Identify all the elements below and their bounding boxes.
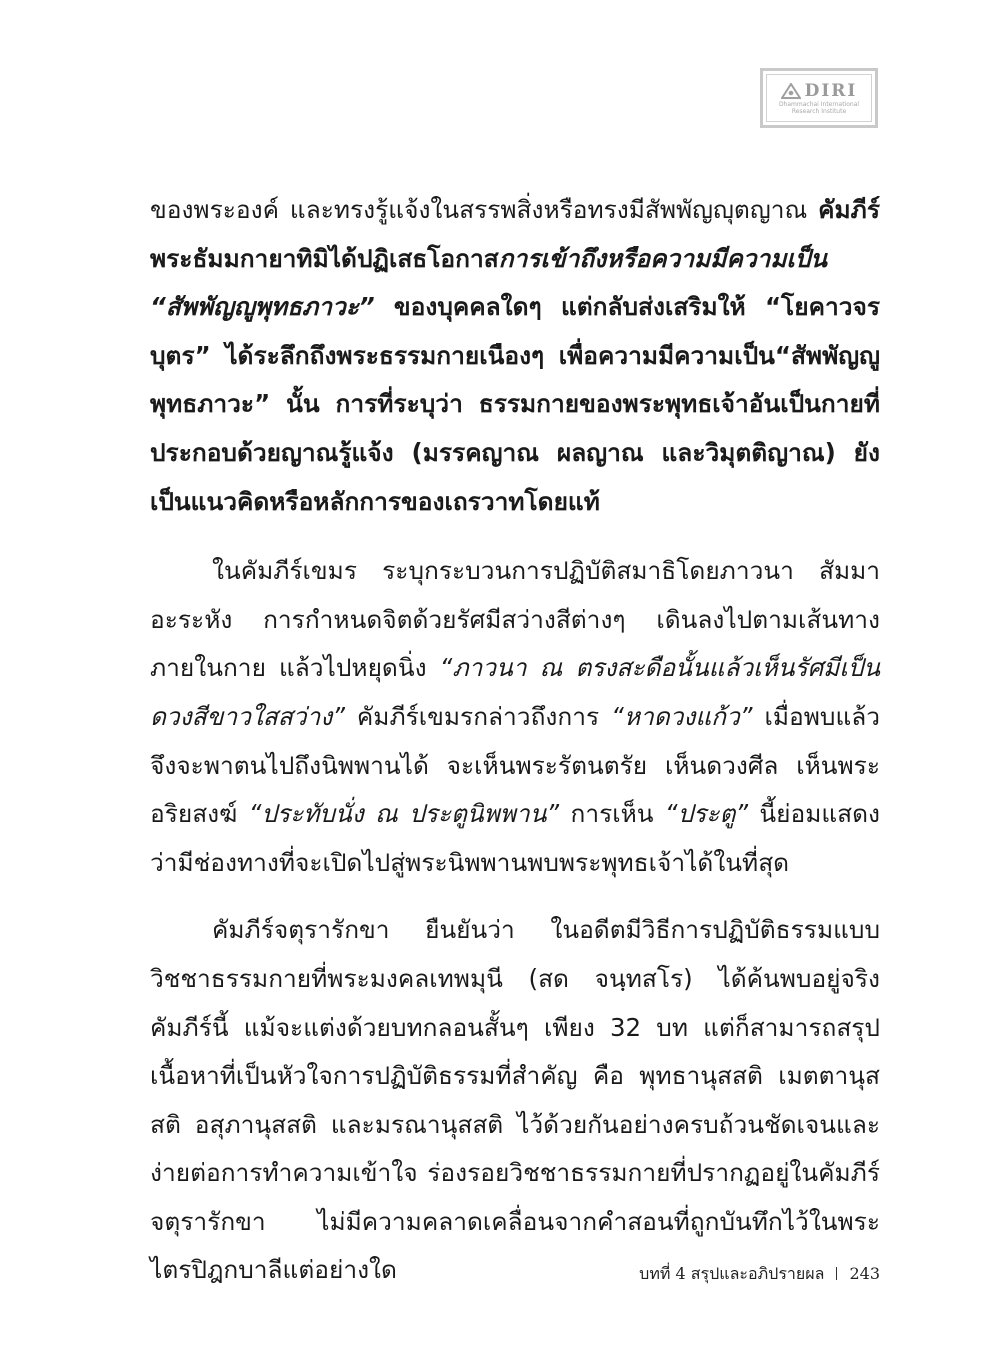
page-footer <box>500 1262 880 1287</box>
page-number: 243 <box>849 1264 880 1283</box>
paragraph-2 <box>150 547 880 887</box>
text-segment-italic: “ประตู” <box>664 799 749 829</box>
text-segment-italic: “ประทับนั่ง ณ ประตูนิพพาน” <box>248 799 560 829</box>
text-segment-italic: “ภาวนา ณ ตรงสะดือนั้นแล้วเห็นรัศมีเป็นดวงสีขาวใสสว่าง” <box>150 653 880 731</box>
text-segment-bold-italic: การเข้าถึงหรือความมีความเป็น “สัพพัญญูพุทธภาวะ” <box>150 243 828 322</box>
footer-divider <box>836 1267 837 1280</box>
logo-frame <box>766 74 872 122</box>
text-segment: ของพระองค์ และทรงรู้แจ้งในสรรพสิ่งหรือทรงมีสัพพัญญุตญาณ <box>150 195 819 224</box>
text-segment-bold: คัมภีร์พระธัมมกายาทิมิได้ปฏิเสธโอกาส <box>150 195 880 273</box>
logo-top <box>781 81 858 101</box>
text-segment: ในคัมภีร์เขมร ระบุกระบวนการปฏิบัติสมาธิโดยภาวนา สัมมา อะระหัง การกำหนดจิตด้วยรัศมีสว่างสีต่างๆ เดินลงไปตามเส้นทางภายในกาย แล้วไปหยุดนิ่ง <box>150 556 880 683</box>
paragraph-1 <box>150 186 880 526</box>
text-segment: การเห็น <box>559 799 665 829</box>
text-segment: คัมภีร์จตุรารักขา ยืนยันว่า ในอดีตมีวิธีการปฏิบัติธรรมแบบวิชชาธรรมกายที่พระมงคลเทพมุนี (สด จนฺทสโร) ได้ค้นพบอยู่จริง คัมภีร์นี้ แม้จะแต่งด้วยบทกลอนสั้นๆ เพียง 32 บท แต่ก็สามารถสรุปเนื้อหาที่เป็นหัวใจการปฏิบัติธรรมที่สำคัญ คือ พุทธานุสสติ เมตตานุสสติ อสุภานุสสติ และมรณานุสสติ ไว้ด้วยกันอย่างครบถ้วนชัดเจนและง่ายต่อการทำความเข้าใจ ร่องรอยวิชชาธรรมกายที่ปรากฏอยู่ในคัมภีร์จตุรารักขา ไม่มีความคลาดเคลื่อนจากคำสอนที่ถูกบันทึกไว้ในพระไตรปิฎกบาลีแต่อย่างใด <box>150 915 880 1285</box>
body-text <box>150 186 880 1295</box>
triangle-emblem-icon <box>781 83 801 99</box>
text-segment: เมื่อพบแล้วจึงจะพาตนไปถึงนิพพานได้ จะเห็นพระรัตนตรัย เห็นดวงศีล เห็นพระอริยสงฆ์ <box>150 701 881 829</box>
text-segment-italic: “หาดวงแก้ว” <box>611 701 753 731</box>
logo-subtitle-1: Dhammachai International <box>778 101 860 108</box>
diri-logo <box>760 68 878 128</box>
chapter-title: บทที่ 4 สรุปและอภิปรายผล <box>639 1264 825 1283</box>
text-segment: คัมภีร์เขมรกล่าวถึงการ <box>344 701 612 731</box>
logo-word: DIRI <box>804 81 858 101</box>
logo-subtitle-2: Research Institute <box>791 108 847 115</box>
paragraph-3 <box>150 906 880 1295</box>
text-segment-bold: ของบุคคลใดๆ แต่กลับส่งเสริมให้ “โยคาวจรบุตร” ได้ระลึกถึงพระธรรมกายเนืองๆ เพื่อความมีความเป็น“สัพพัญญูพุทธภาวะ” นั้น การที่ระบุว่า ธรรมกายของพระพุทธเจ้าอันเป็นกายที่ประกอบด้วยญาณรู้แจ้ง (มรรคญาณ ผลญาณ และวิมุตติญาณ) ยังเป็นแนวคิดหรือหลักการของเถรวาทโดยแท้ <box>150 292 880 516</box>
text-segment: นี้ย่อมแสดงว่ามีช่องทางที่จะเปิดไปสู่พระนิพพานพบพระพุทธเจ้าได้ในที่สุด <box>150 799 880 877</box>
